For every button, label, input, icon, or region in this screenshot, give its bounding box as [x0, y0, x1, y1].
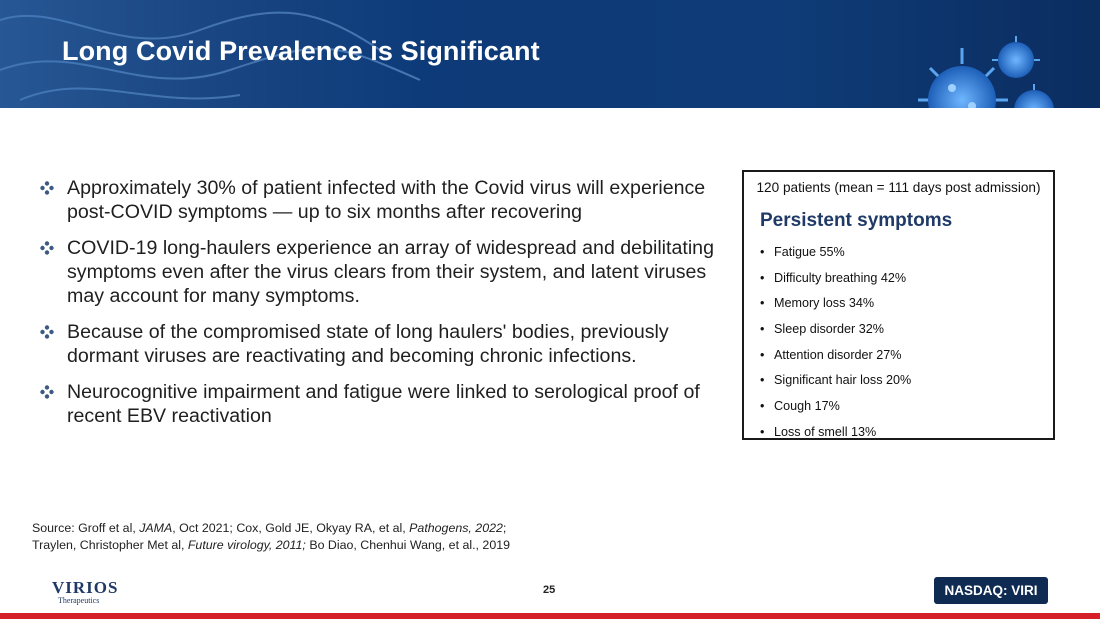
list-item	[40, 320, 730, 368]
list-item: • Sleep disorder 32%	[760, 322, 884, 337]
list-item: • Attention disorder 27%	[760, 347, 902, 362]
symptom-list	[760, 244, 911, 450]
company-logo	[52, 578, 118, 605]
list-item: • Loss of smell 13%	[760, 424, 877, 439]
logo-text: VIRIOS	[52, 578, 119, 597]
footer-accent-bar	[0, 613, 1100, 619]
page-title: Long Covid Prevalence is Significant	[62, 36, 540, 66]
diamond-bullet-icon	[40, 385, 54, 399]
logo-subtext: Therapeutics	[58, 596, 100, 605]
list-item: • Memory loss 34%	[760, 296, 875, 311]
virus-icon	[992, 36, 1040, 78]
list-item: • Cough 17%	[760, 399, 840, 414]
main-bullet-list	[40, 176, 730, 440]
list-item	[40, 176, 730, 224]
ticker-badge: NASDAQ: VIRI	[934, 577, 1048, 604]
page-number: 25	[543, 584, 556, 596]
symptoms-panel	[742, 170, 1055, 440]
bullet-text: Approximately 30% of patient infected with the Covid virus will experience post-COVID symptoms — up to six months after recovering	[67, 177, 706, 223]
source-citation: Source: Groff et al, JAMA, Oct 2021; Cox, Gold JE, Okyay RA, et al, Pathogens, 2022; Traylen, Christopher Met al, Future virology, 2011; Bo Diao, Chenhui Wang, et al., 2019	[32, 521, 510, 552]
list-item: • Difficulty breathing 42%	[760, 270, 907, 285]
list-item	[40, 380, 730, 428]
header-banner	[0, 0, 1100, 108]
virus-icon	[1008, 84, 1060, 108]
bullet-text: Because of the compromised state of long haulers' bodies, previously dormant viruses are reactivating and becoming chronic infections.	[67, 321, 669, 367]
panel-caption: 120 patients (mean = 111 days post admission)	[756, 180, 1041, 195]
diamond-bullet-icon	[40, 325, 54, 339]
panel-heading: Persistent symptoms	[760, 210, 953, 231]
bullet-text: COVID-19 long-haulers experience an array of widespread and debilitating symptoms even after the virus clears from their system, and latent viruses may account for many symptoms.	[67, 237, 714, 307]
list-item: • Significant hair loss 20%	[760, 373, 912, 388]
diamond-bullet-icon	[40, 241, 54, 255]
virus-icon	[918, 48, 1008, 108]
list-item: • Fatigue 55%	[760, 245, 845, 259]
bullet-text: Neurocognitive impairment and fatigue were linked to serological proof of recent EBV reactivation	[67, 381, 700, 427]
diamond-bullet-icon	[40, 181, 54, 195]
list-item	[40, 236, 730, 308]
